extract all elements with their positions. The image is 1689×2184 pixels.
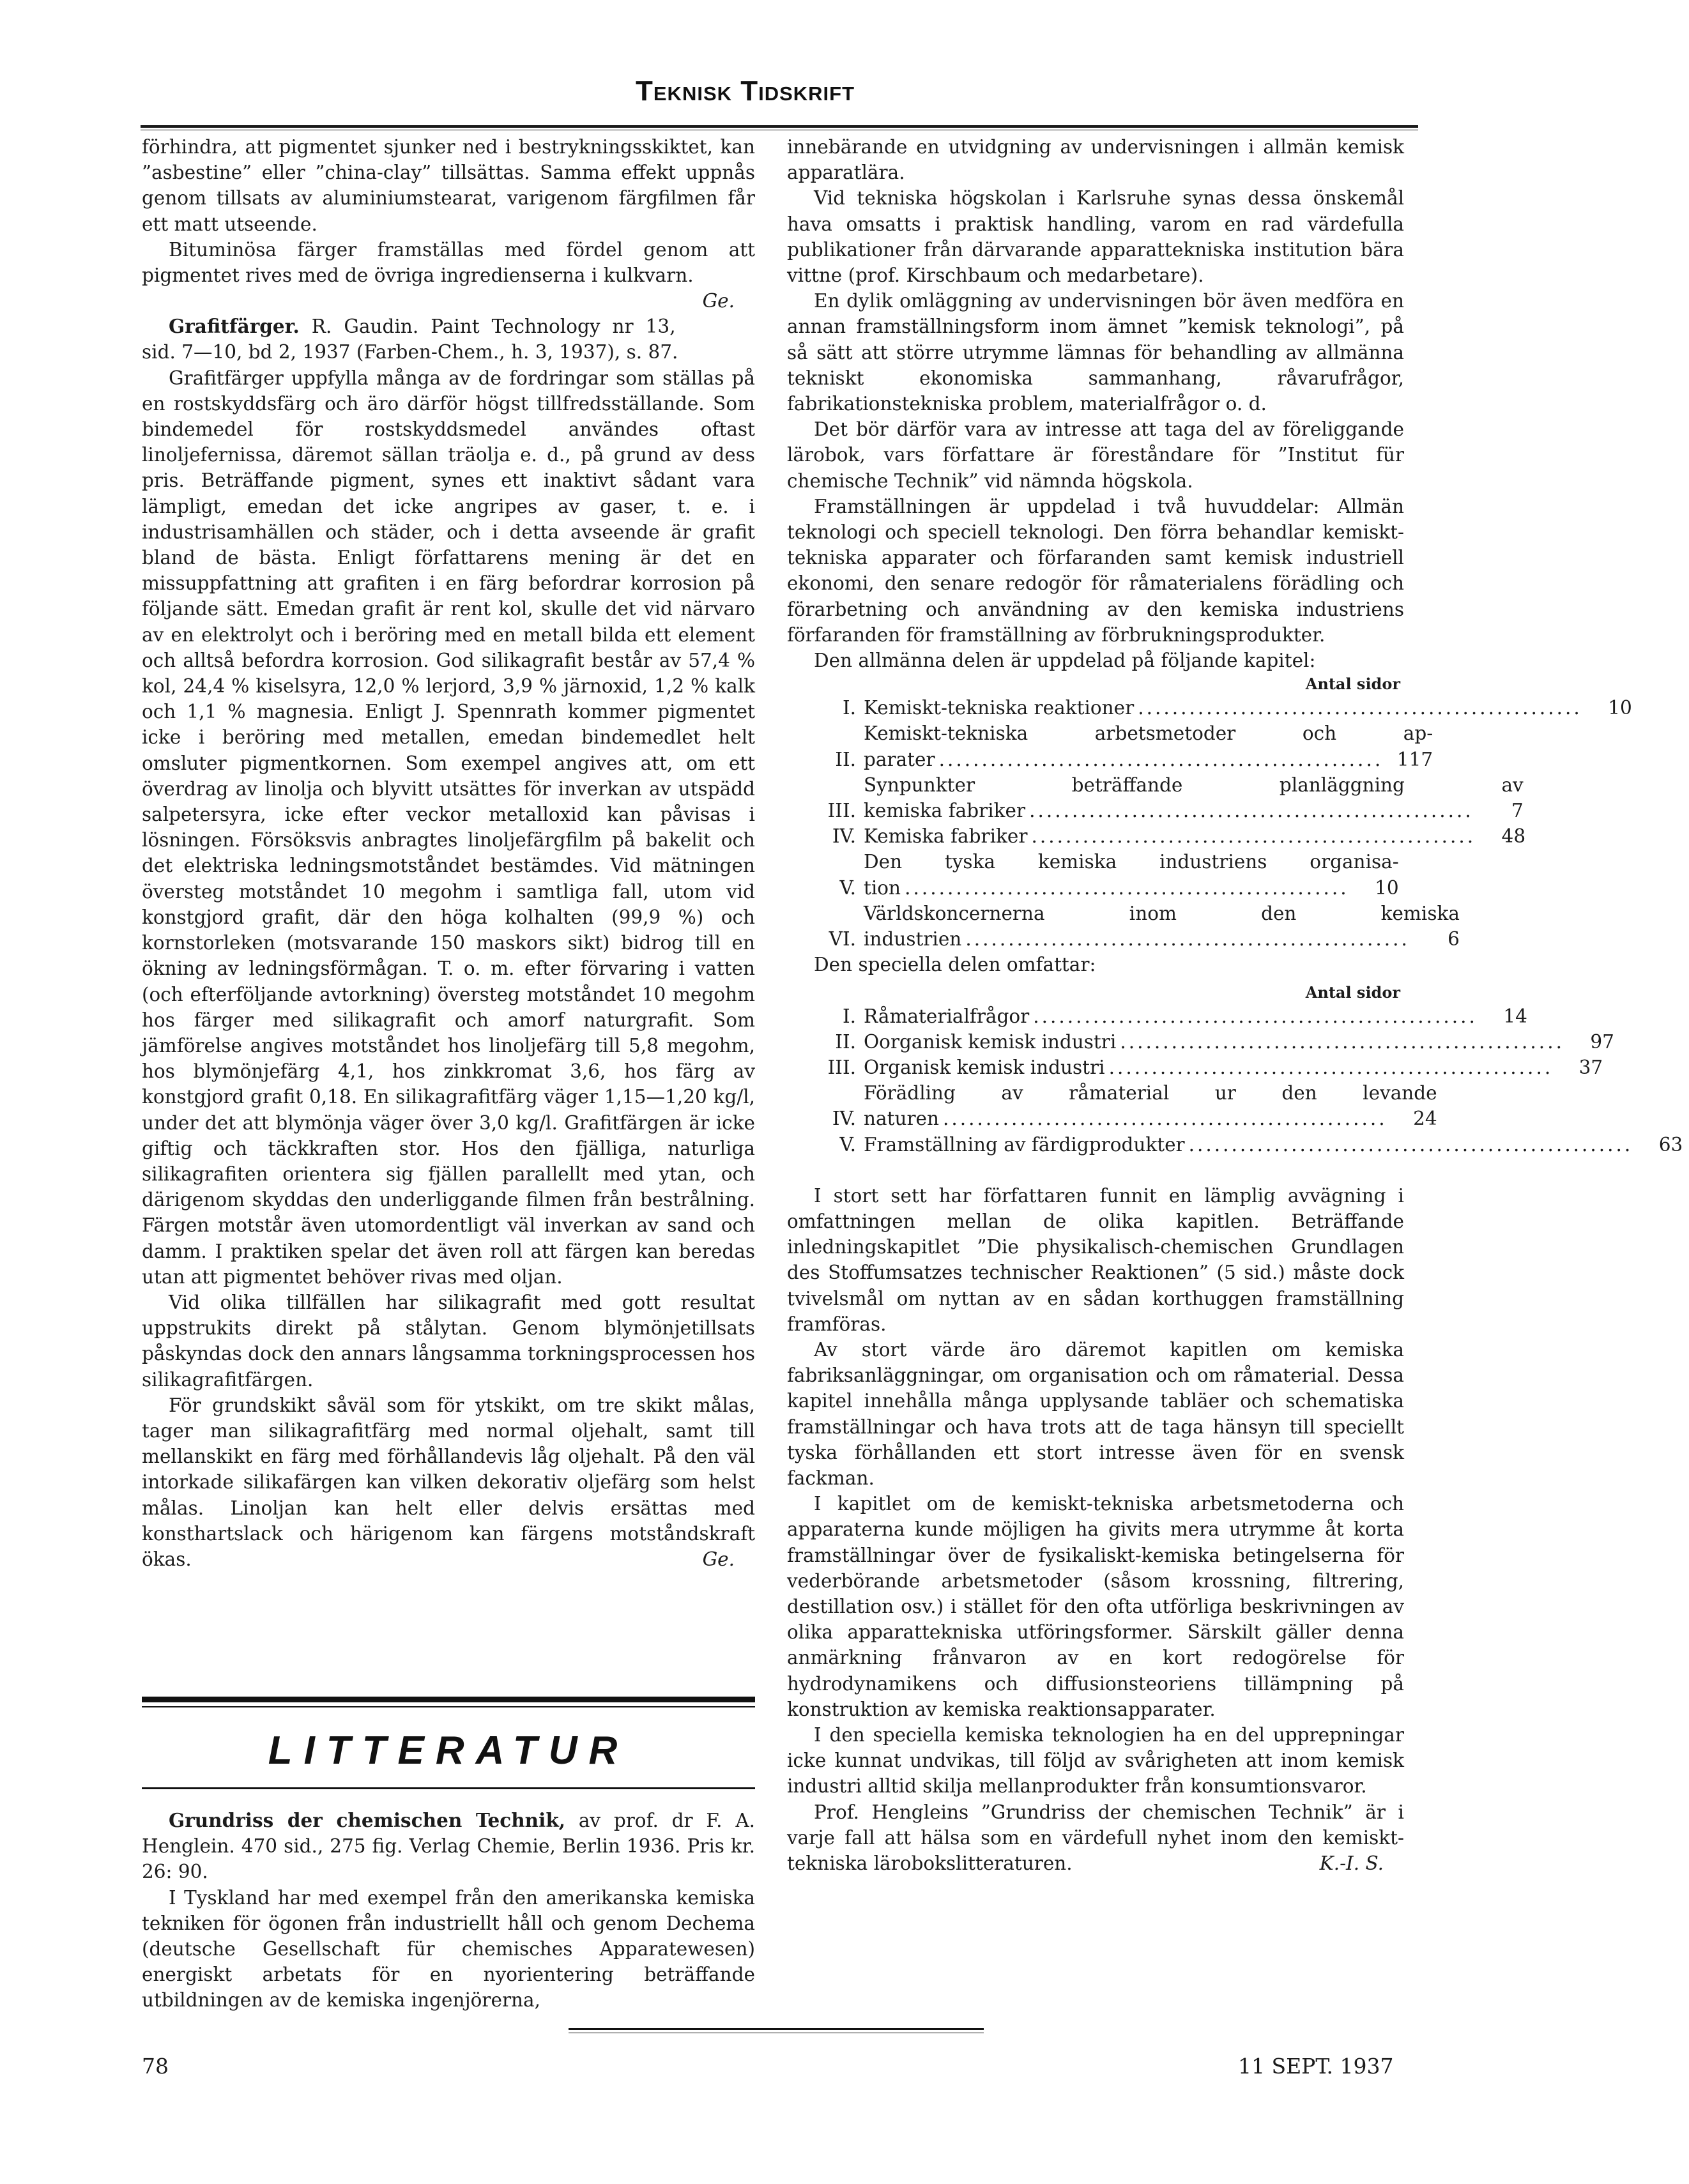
section-heading: LITTERATUR [268,1729,629,1773]
toc-entry [787,1055,1603,1080]
right-paragraph-9: I den speciella kemiska teknologien ha en del upprepningar icke kunnat undvikas, till följd av svårigheten att inom kemisk industri alltid skilja mellanprodukter från konsumtionsvaror. [787,1723,1404,1798]
toc-entry [787,1029,1614,1055]
toc-entry-label: Kemiska fabriker [864,825,1028,848]
header-rule [141,125,1418,128]
toc-leader-dots: .................................................... [1031,825,1476,848]
page-number: 78 [142,2054,169,2079]
toc-special-intro: Den speciella delen omfattar: [814,954,1096,976]
toc-entry-pages: 24 [1413,1108,1437,1130]
toc-entry [787,901,1460,952]
toc-leader-dots: .................................................... [1188,1133,1633,1156]
toc-leader-dots: .................................................... [1138,697,1582,719]
left-paragraph-6 [142,1393,755,1572]
toc-entry-label: Oorganisk kemisk industri [864,1030,1117,1053]
toc-entry-number: IV. [832,1108,856,1130]
toc-entry-label: Organisk kemisk industri [864,1056,1105,1078]
toc-entry [787,772,1524,823]
toc-leader-dots: .................................................... [938,748,1384,770]
left-paragraph-1: förhindra, att pigmentet sjunker ned i bestrykningsskiktet, kan ”asbestine” eller ”china-clay” tillsättas. Samma effekt uppnås genom tillsats av aluminiumstearat, varigenom färgfilmen får ett matt utseende. [142,136,755,235]
toc-entry-label: Förädling av råmaterial ur den levande [864,1082,1437,1104]
article-title: Grafitfärger. [169,315,300,338]
right-paragraph-3: En dylik omläggning av undervisningen bör även medföra en annan framställningsform inom ämnet ”kemisk teknologi”, på så sätt att större utrymme lämnas för behandling av allmänna tekniskt ekonomiska sammanhang, råvarufrågor, fabrikationstekniska problem, materialfrågor o. d. [787,290,1404,415]
toc-entry [787,1132,1683,1157]
book-title: Grundriss der chemischen Technik, [169,1809,566,1831]
toc-entry-label: Världskoncernerna inom den kemiska [864,902,1460,924]
toc-special-list [787,1004,1683,1157]
toc-general-head: Antal sidor [1305,675,1400,694]
toc-leader-dots: .................................................... [1029,800,1474,822]
toc-entry-pages: 14 [1503,1005,1527,1027]
toc-entry-pages: 97 [1590,1030,1614,1053]
right-paragraph-10-text: Prof. Hengleins ”Grundriss der chemischen Technik” är i varje fall att hälsa som en värdefull nyhet inom den kemiskt-tekniska lärobokslitteraturen. [787,1801,1404,1874]
left-paragraph-5: Vid olika tillfällen har silikagrafit med gott resultat uppstrukits direkt på stålytan. Genom blymönjetillsats påskyndas dock den annars långsamma torkningsprocessen hos silikagrafitfärgen. [142,1291,755,1391]
toc-entry-label-continued: industrien [864,928,962,951]
toc-entry-pages: 7 [1511,800,1524,822]
issue-date: 11 SEPT. 1937 [1238,2054,1394,2079]
toc-leader-dots: .................................................... [1033,1005,1478,1027]
toc-leader-dots: .................................................... [943,1108,1387,1130]
right-paragraph-4: Det bör därför vara av intresse att taga del av föreliggande lärobok, vars författare är föreståndare för ”Institut für chemische Technik” vid nämnda högskola. [787,418,1404,492]
article-source: R. Gaudin. Paint Technology nr 13, sid. 7—10, bd 2, 1937 (Farben-Chem., h. 3, 1937), s. 87. [142,316,678,363]
toc-entry-pages: 37 [1578,1056,1603,1078]
signature: Ge. [702,1548,735,1570]
toc-special-head: Antal sidor [1305,982,1400,1002]
toc-entry-number: V. [839,876,856,899]
toc-entry [787,849,1404,900]
footer-rule [569,2028,984,2030]
toc-entry-number: I. [842,697,856,719]
right-paragraph-8: I kapitlet om de kemiskt-tekniska arbetsmetoderna och apparaterna kunde möjligen ha givits mera utrymme åt korta framställningar över de fysikaliskt-kemiska betingelserna för vederbörande arbetsmetoder (såsom krossning, filtrering, destillation osv.) i stället för den ofta utförliga beskrivningen av olika apparattekniska utföringsformer. Särskilt gäller denna anmärkning frånvaron av en kort redogörelse för hydrodynamikens och diffusionsteoriens tillämpning på konstruktion av kemiska reaktionsapparater. [787,1493,1404,1720]
left-paragraph-2 [142,237,755,312]
toc-entry-label-continued: tion [864,876,901,899]
journal-header: Teknisk Tidskrift [636,75,855,107]
toc-entry-pages: 10 [1375,876,1399,899]
review-start [142,1808,755,2013]
toc-entry-number: III. [827,800,856,822]
toc-entry [787,823,1526,849]
toc-entry-number: VI. [829,928,856,951]
toc-general-intro: Den allmänna delen är uppdelad på följande kapitel: [814,650,1316,672]
toc-entry-pages: 6 [1448,928,1460,951]
toc-leader-dots: .................................................... [965,928,1410,951]
toc-entry-label: Synpunkter beträffande planläggning av [864,774,1524,796]
book-details: av prof. dr F. A. Henglein. 470 sid., 275 fig. Verlag Chemie, Berlin 1936. Pris kr. 26: 90. [142,1810,755,1883]
right-paragraph-7: Av stort värde äro däremot kapitlen om kemiska fabriksanläggningar, om organisation och om råmaterial. Dessa kapitel innehålla många upplysande tabläer och schematiska framställningar och hava trots att de taga hänsyn till speciellt tyska förhållanden ett stort intresse även för en svensk fackman. [787,1338,1404,1489]
litteratur-heading-block [142,1697,755,1789]
signature: K.-I. S. [1319,1852,1384,1874]
left-paragraph-4: Grafitfärger uppfylla många av de fordringar som ställas på en rostskyddsfärg och äro därför högst tillfredsställande. Som bindemedel för rostskyddsmedel användes oftast linoljefernissa, däremot sällan träolja e. d., på grund av dess pris. Beträffande pigment, synes ett inaktivt sådant vara lämpligt, emedan det icke angripes av gaser, t. e. i industrisamhällen och städer, och i detta avseende är grafit bland de bästa. Enligt författarens mening är det en missuppfattning att grafiten i en färg befordrar korrosion på följande sätt. Emedan grafit är rent kol, skulle det vid närvaro av en elektrolyt och i beröring med en metall bilda ett element och alltså befordra korrosion. God silikagrafit består av 57,4 % kol, 24,4 % kiselsyra, 12,0 % lerjord, 3,9 % järnoxid, 1,2 % kalk och 1,1 % magnesia. Enligt J. Spennrath kommer pigmentet icke i beröring med metallen, emedan bindemedlet helt omsluter pigmentkornen. Som exempel angives att, om ett överdrag av linolja och blyvitt utsättes för inverkan av utspädd salpetersyra, icke efter veckor metalloxid kan påvisas i lösningen. Försöksvis anbragtes linoljefärgfilm på bakelit och det elektriska ledningsmotståndet bestämdes. Vid mätningen översteg motståndet 10 megohm i samtliga fall, utom vid konstgjord grafit, där den höga kolhalten (99,9 %) och kornstorleken (motsvarande 150 maskors sikt) bidrog till en ökning av ledningsförmågan. T. o. m. efter förvaring i vatten (och efterföljande avtorkning) översteg motståndet 10 megohm hos färger med silikagrafit och amorf naturgrafit. Som jämförelse angives motståndet hos linoljefärg till 5,8 megohm, hos blymönjefärg 4,1, hos zinkkromat 3,6, hos färg av konstgjord grafit 0,18. En silikagrafitfärg väger 1,15—1,20 kg/l, under det att blymönja väger över 3,0 kg/l. Grafitfärgen är icke giftig och täckkraften stor. Hos den fjälliga, naturliga silikagrafiten orientera sig fjällen parallellt med ytan, och därigenom skyddas den underliggande filmen från bestrålning. Färgen motstår även utomordentligt väl inverkan av sand och damm. I praktiken spelar det även roll att färgen kan beredas utan att pigmentet behöver rivas med oljan. [142,367,755,1288]
toc-entry-pages: 48 [1501,825,1526,848]
toc-entry-number: II. [835,748,856,770]
toc-entry-pages: 63 [1658,1133,1683,1156]
heading-rule-thick [142,1697,755,1702]
toc-leader-dots: .................................................... [1108,1056,1554,1078]
toc-entry-label: Kemiskt-tekniska arbetsmetoder och ap- [864,722,1433,745]
signature: Ge. [702,290,735,312]
toc-entry-label: Kemiskt-tekniska reaktioner [864,697,1135,719]
right-paragraph-6: I stort sett har författaren funnit en lämplig avvägning i omfattningen mellan de olika kapitlen. Beträffande inledningskapitlet ”Die physikalisch-chemischen Grundlagen des Stoffumsatzes technischer Reaktionen” (5 sid.) måste dock tvivelsmål om nyttan av en sådan korthuggen framställning framföras. [787,1184,1404,1335]
toc-entry-number: IV. [832,825,856,848]
heading-rule-thin [142,1706,755,1707]
toc-entry-number: II. [835,1030,856,1053]
toc-entry-number: I. [842,1005,856,1027]
toc-entry-label: Råmaterialfrågor [864,1005,1030,1027]
review-paragraph-1: I Tyskland har med exempel från den amerikanska kemiska tekniken för ögonen från industriellt håll och genom Dechema (deutsche Gesellschaft für chemisches Apparatewesen) energiskt arbetats för en nyorientering beträffande utbildningen av de kemiska ingenjörerna, [142,1886,755,2012]
toc-entry-number: III. [827,1056,856,1078]
toc-entry [787,695,1632,721]
toc-entry-pages: 10 [1608,697,1632,719]
toc-entry [787,1080,1437,1131]
toc-general-list [787,695,1632,952]
toc-entry-label-continued: kemiska fabriker [864,800,1026,822]
right-paragraph-5: Framställningen är uppdelad i två huvuddelar: Allmän teknologi och speciell teknologi. Den förra behandlar kemiskt-tekniska apparater och förfaranden samt kemisk industriell ekonomi, den senare redogör för råmaterialens förädling och förarbetning och användning av den kemiska industriens förfaranden för framställning av förbrukningsprodukter. [787,495,1404,646]
toc-entry-label-continued: naturen [864,1108,939,1130]
toc-entry-number: V. [839,1133,856,1156]
heading-rule-bottom [142,1787,755,1789]
right-column [787,134,1683,1876]
article-reference [142,314,755,365]
toc-entry [787,1004,1527,1029]
book-reference [142,1808,755,1885]
toc-leader-dots: .................................................... [1120,1030,1564,1053]
toc-entry-label-continued: parater [864,748,935,770]
left-paragraph-2-text: Bituminösa färger framställas med fördel genom att pigmentet rives med de övriga ingredienserna i kulkvarn. [142,238,755,287]
left-column [142,134,755,1572]
toc-entry [787,721,1433,772]
right-paragraph-2: Vid tekniska högskolan i Karlsruhe synas dessa önskemål hava omsatts i praktisk handling, varom en rad värdefulla publikationer från därvarande apparattekniska institution bära vittne (prof. Kirschbaum och medarbetare). [787,187,1404,287]
toc-entry-pages: 117 [1396,748,1433,770]
left-paragraph-6-text: För grundskikt såväl som för ytskikt, om tre skikt målas, tager man silikagrafitfärg med normal oljehalt, samt till mellanskikt en färg med förhållandevis låg oljehalt. På den väl intorkade silikafärgen kan vilken dekorativ oljefärg som helst målas. Linoljan kan helt eller delvis ersättas med konsthartslack och härigenom kan färgens motståndskraft ökas. [142,1394,755,1570]
toc-entry-label: Framställning av färdigprodukter [864,1133,1185,1156]
right-paragraph-1: innebärande en utvidgning av undervisningen i allmän kemisk apparatlära. [787,136,1404,184]
toc-leader-dots: .................................................... [905,876,1349,899]
toc-entry-label: Den tyska kemiska industriens organisa- [864,851,1399,873]
right-paragraph-10 [787,1799,1404,1877]
